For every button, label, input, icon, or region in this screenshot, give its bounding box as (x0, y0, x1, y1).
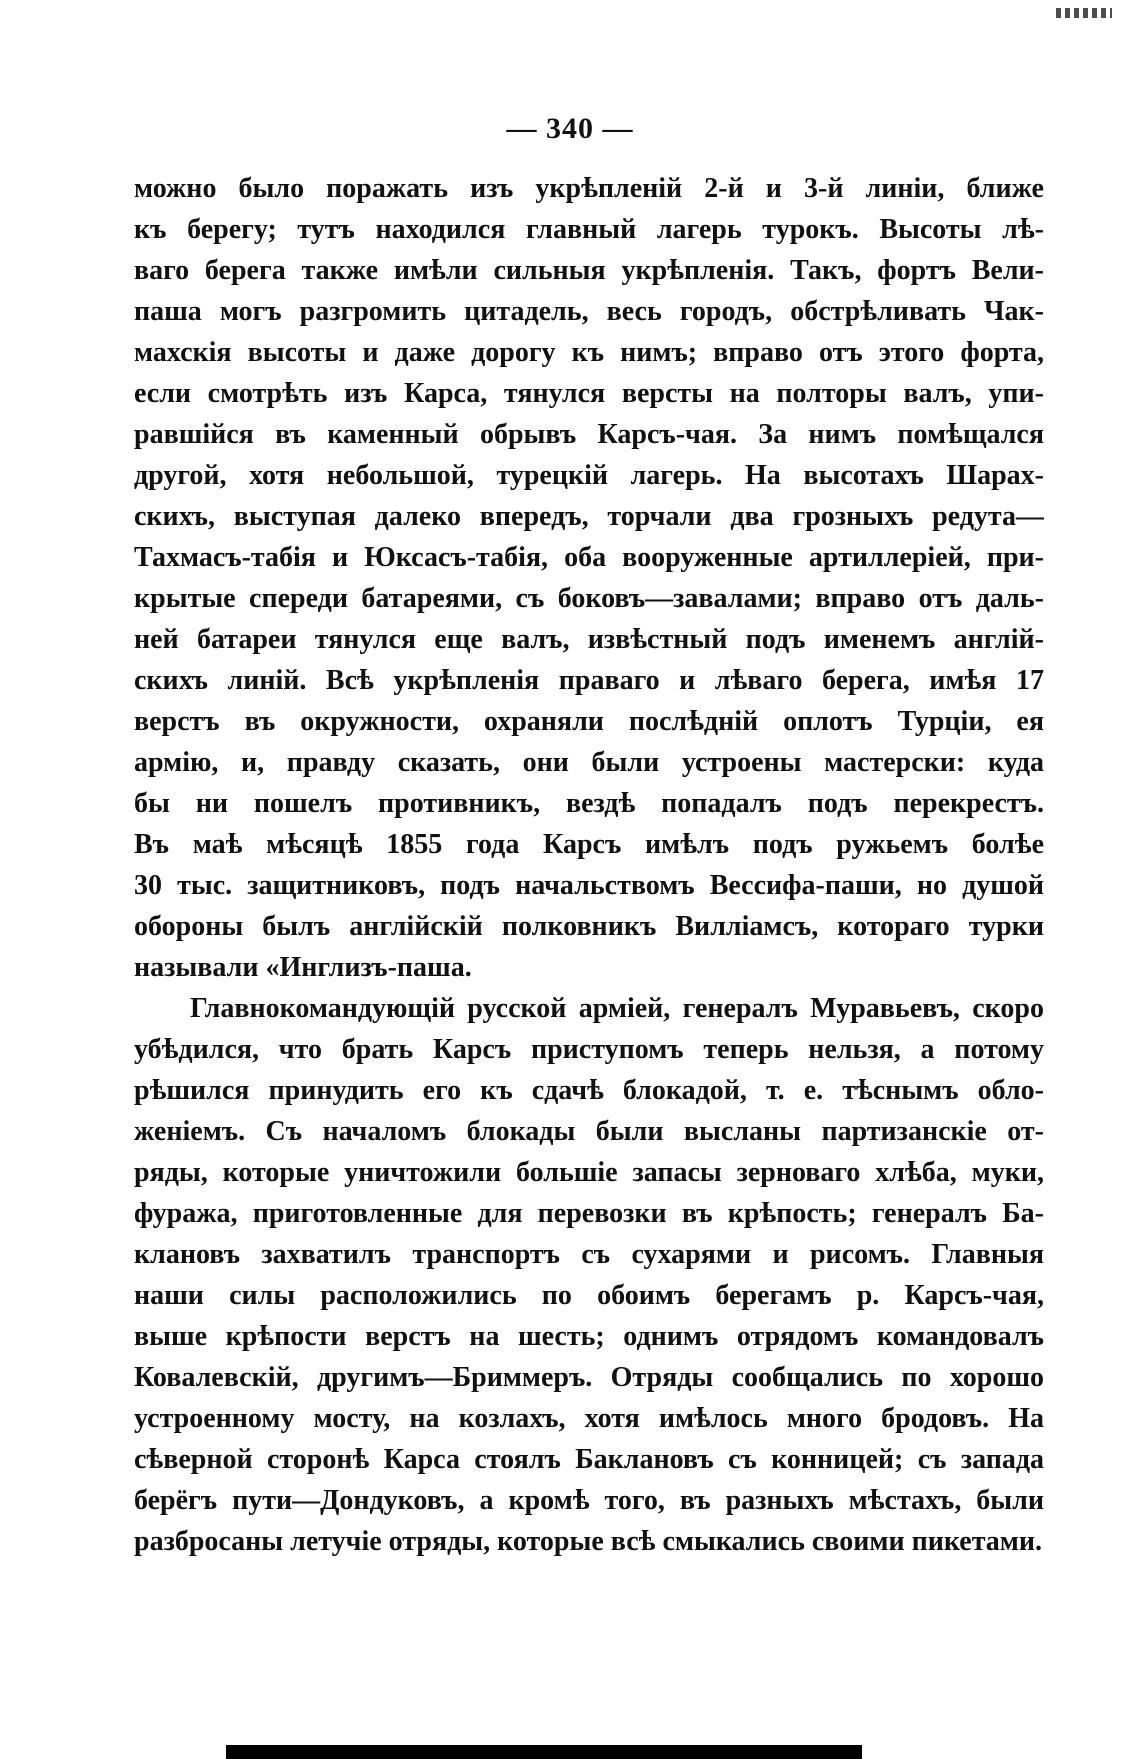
text-line: фуража, приготовленные для перевозки въ крѣпость; генералъ Ба- (134, 1198, 1044, 1229)
text-line: убѣдился, что брать Карсъ приступомъ теперь нельзя, а потому (134, 1034, 1044, 1065)
text-line: ней батареи тянулся еще валъ, извѣстный подъ именемъ англій- (134, 624, 1044, 655)
text-line: крытые спереди батареями, съ боковъ—завалами; вправо отъ даль- (134, 583, 1044, 614)
text-line: другой, хотя небольшой, турецкій лагерь. На высотахъ Шарах- (134, 460, 1044, 491)
text-line: Главнокомандующій русской арміей, генералъ Муравьевъ, скоро (190, 993, 1044, 1024)
text-line: 30 тыс. защитниковъ, подъ начальствомъ Вессифа-паши, но душой (134, 870, 1044, 901)
text-line: сѣверной сторонѣ Карса стоялъ Баклановъ съ конницей; съ запада (134, 1444, 1044, 1475)
body-text (134, 168, 1044, 1562)
text-line: махскія высоты и даже дорогу къ нимъ; вправо отъ этого форта, (134, 337, 1044, 368)
text-line: рѣшился принудить его къ сдачѣ блокадой, т. е. тѣснымъ обло- (134, 1075, 1044, 1106)
text-line: равшійся въ каменный обрывъ Карсъ-чая. За нимъ помѣщался (134, 419, 1044, 450)
text-line: выше крѣпости верстъ на шесть; однимъ отрядомъ командовалъ (134, 1321, 1044, 1352)
text-line: скихъ линій. Всѣ укрѣпленія праваго и лѣваго берега, имѣя 17 (134, 665, 1044, 696)
text-line: Ковалевскій, другимъ—Бриммеръ. Отряды сообщались по хорошо (134, 1362, 1044, 1393)
text-line: разбросаны летучіе отряды, которые всѣ смыкались своими пикетами. (134, 1526, 1043, 1557)
text-line: обороны былъ англійскій полковникъ Вилліамсъ, котораго турки (134, 911, 1044, 942)
text-line: верстъ въ окружности, охраняли послѣдній оплотъ Турціи, ея (134, 706, 1044, 737)
bottom-rule (226, 1745, 862, 1759)
text-line: Въ маѣ мѣсяцѣ 1855 года Карсъ имѣлъ подъ ружьемъ болѣе (134, 829, 1044, 860)
text-line: паша могъ разгромить цитадель, весь городъ, обстрѣливать Чак- (134, 296, 1044, 327)
text-line: клановъ захватилъ транспортъ съ сухарями и рисомъ. Главныя (134, 1239, 1044, 1270)
paragraph (134, 988, 1044, 1562)
text-line: къ берегу; тутъ находился главный лагерь турокъ. Высоты лѣ- (134, 214, 1044, 245)
scan-artifact (1056, 8, 1112, 18)
text-line: устроенному мосту, на козлахъ, хотя имѣлось много бродовъ. На (134, 1403, 1044, 1434)
text-line: называли «Инглизъ-паша. (134, 952, 472, 983)
text-line: если смотрѣть изъ Карса, тянулся версты на полторы валъ, упи- (134, 378, 1044, 409)
text-line: армію, и, правду сказать, они были устроены мастерски: куда (134, 747, 1044, 778)
text-line: можно было поражать изъ укрѣпленій 2-й и 3-й линіи, ближе (134, 173, 1044, 204)
text-line: ваго берега также имѣли сильныя укрѣпленія. Такъ, фортъ Вели- (134, 255, 1044, 286)
text-line: берёгъ пути—Дондуковъ, а кромѣ того, въ разныхъ мѣстахъ, были (134, 1485, 1044, 1516)
text-line: Тахмасъ-табія и Юксасъ-табія, оба вооруженные артиллеріей, при- (134, 542, 1044, 573)
text-line: женіемъ. Съ началомъ блокады были высланы партизанскіе от- (134, 1116, 1044, 1147)
paragraph (134, 168, 1044, 988)
text-line: ряды, которые уничтожили большіе запасы зерноваго хлѣба, муки, (134, 1157, 1044, 1188)
text-line: скихъ, выступая далеко впередъ, торчали два грозныхъ редута— (134, 501, 1044, 532)
text-line: наши силы расположились по обоимъ берегамъ р. Карсъ-чая, (134, 1280, 1044, 1311)
text-line: бы ни пошелъ противникъ, вездѣ попадалъ подъ перекрестъ. (134, 788, 1044, 819)
page-number: — 340 — (506, 112, 634, 145)
